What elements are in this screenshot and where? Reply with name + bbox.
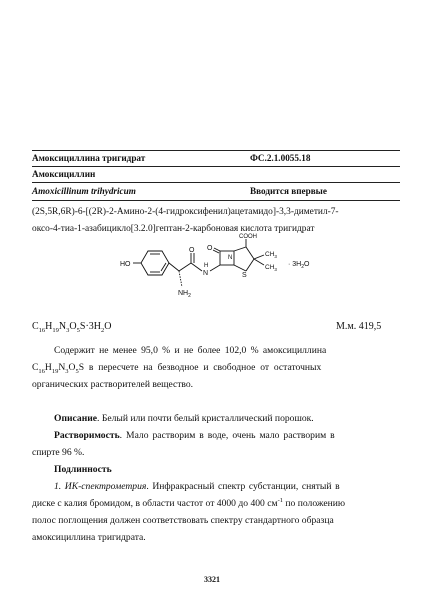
title-latin: Amoxicillinum trihydricum — [32, 186, 136, 196]
header-bottom-rule — [32, 200, 400, 201]
identity-heading: Подлинность — [54, 464, 112, 475]
atom-nh2: $NH_2$ — [178, 290, 191, 299]
description-paragraph: Описание. Белый или почти белый кристаллический порошок. — [54, 413, 314, 424]
atom-n-ring: N — [228, 255, 233, 261]
page-number: 3321 — [204, 575, 220, 584]
content-formula: $C_{16}H_{19}N_3O_5S$ — [32, 362, 85, 375]
ir-method-label: 1. ИК-спектрометрия — [54, 481, 147, 492]
group-ch3-top: $CH_3$ — [265, 251, 277, 259]
identity-ir-line-3: полос поглощения должен соответствовать спектру стандартного образца — [32, 515, 334, 526]
atom-o-amide: O — [189, 247, 195, 254]
atom-n-amide: N — [203, 270, 209, 277]
solubility-label: Растворимость — [54, 430, 120, 441]
identity-ir-line-2: диске с калия бромидом, в области частот от 4000 до 400 $см^{-1}$ по положению — [32, 496, 346, 509]
structure-bonds — [133, 239, 264, 287]
content-line-3: органических растворителей вещество. — [32, 379, 194, 390]
atom-h-amide: H — [204, 263, 209, 269]
iupac-name-line-1: (2S,5R,6R)-6-[(2R)-2-Амино-2-(4-гидроксифенил)ацетамидо]-3,3-диметил-7- — [32, 207, 339, 217]
molecular-formula: $C_{16}H_{19}N_3O_5S\cdot 3H_2O$ — [32, 321, 112, 334]
solubility-line-2: спирте 96 %. — [32, 447, 85, 458]
title-ru-alt: Амоксициллин — [32, 169, 96, 179]
header-top-rule — [32, 150, 400, 151]
content-line-1: Содержит не менее 95,0 % и не более 102,0 % амоксициллина — [54, 345, 327, 356]
structure-atom-labels — [120, 234, 310, 299]
group-ch3-bottom: $CH_3$ — [265, 264, 277, 272]
content-line-2: $C_{16}H_{19}N_3O_5S$ в пересчете на безводное и свободное от остаточных — [32, 362, 322, 375]
atom-o-lactam: O — [207, 245, 213, 252]
header-rule-3 — [32, 182, 400, 183]
atom-s: S — [242, 272, 247, 279]
solubility-line-1: Растворимость. Мало растворим в воде, очень мало растворим в — [54, 430, 335, 441]
atom-ho: HO — [120, 261, 131, 268]
iupac-name-line-2: оксо-4-тиа-1-азабицикло[3.2.0]гептан-2-карбоновая кислота тригидрат — [32, 224, 315, 234]
structural-formula — [118, 234, 318, 313]
header-rule-2 — [32, 166, 400, 167]
hydrate-label: · $3H_2O$ — [288, 261, 310, 270]
document-code: ФС.2.1.0055.18 — [250, 153, 311, 163]
introduction-note: Вводится впервые — [250, 186, 327, 196]
group-cooh: COOH — [239, 234, 257, 240]
description-label: Описание — [54, 413, 98, 424]
title-ru: Амоксициллина тригидрат — [32, 153, 146, 163]
identity-ir-line-1: 1. ИК-спектрометрия. Инфракрасный спектр субстанции, снятый в — [54, 481, 340, 492]
molecular-weight: М.м. 419,5 — [336, 321, 382, 332]
identity-ir-line-4: амоксициллина тригидрата. — [32, 532, 146, 543]
